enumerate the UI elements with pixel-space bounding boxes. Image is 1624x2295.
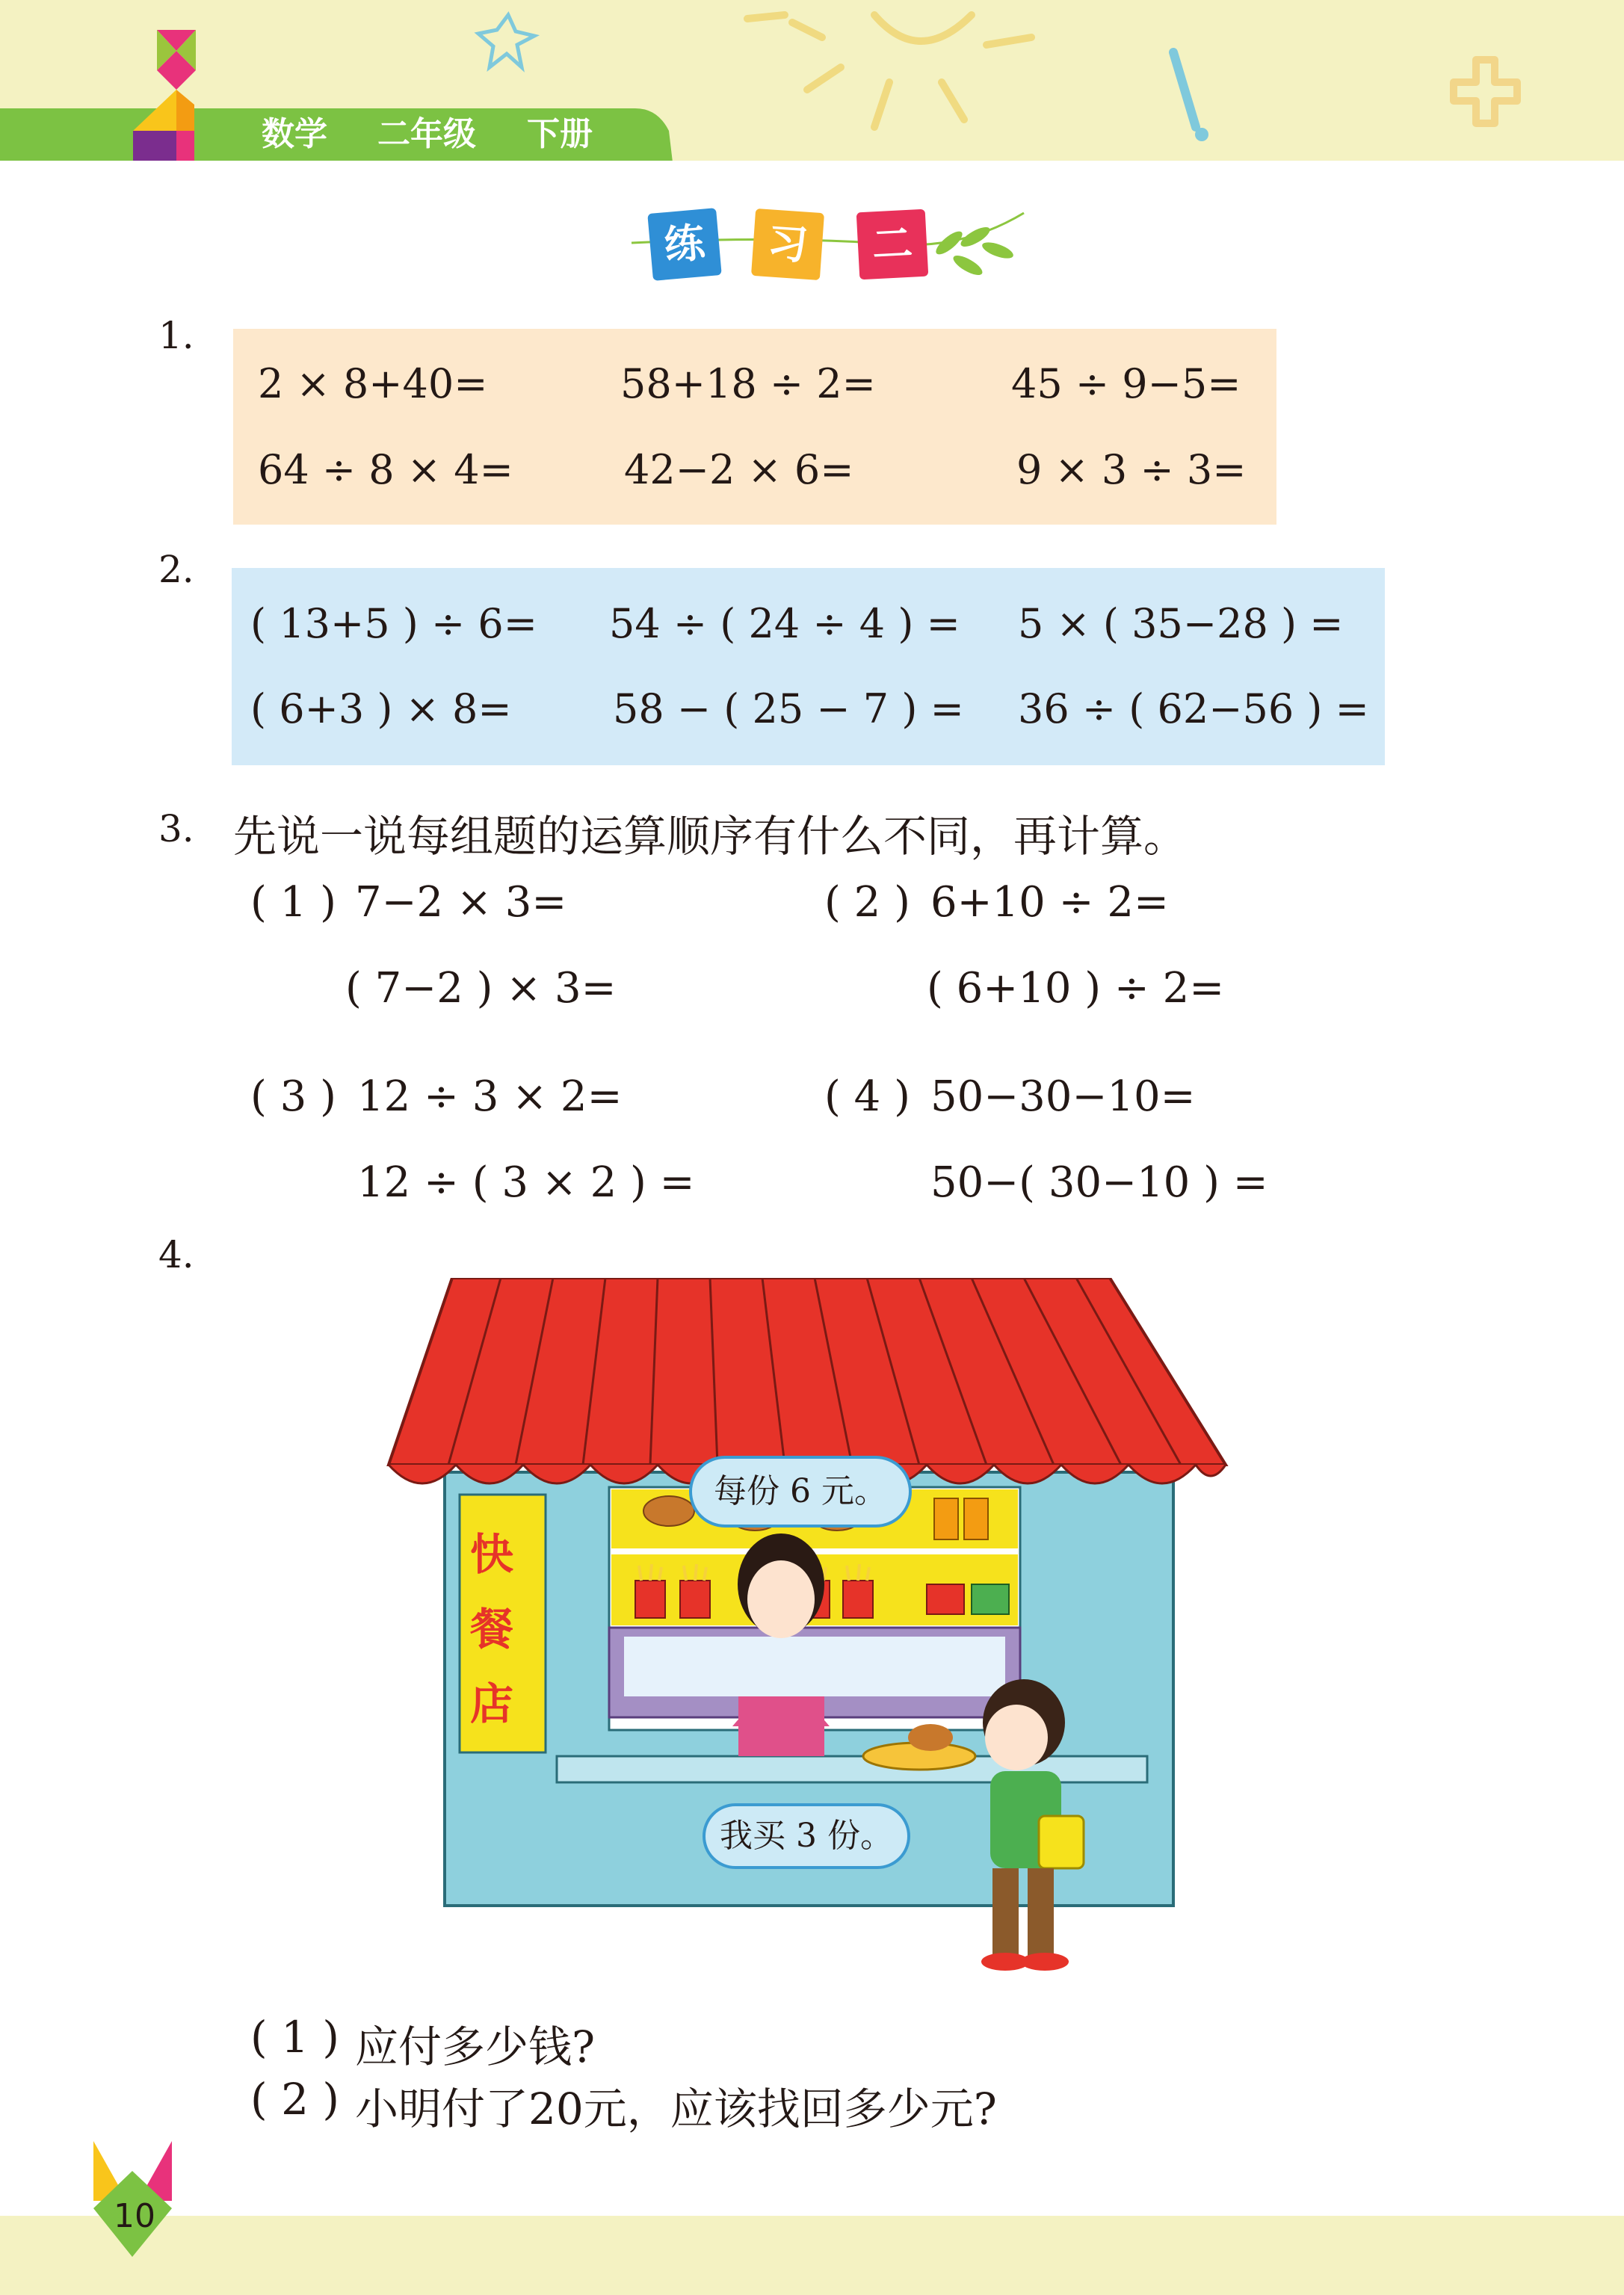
q1-expr: 42−2 × 6= [624,446,854,493]
q3-label: ( 3 ) [250,1072,336,1121]
q3-expr: 50−( 30−10 ) = [930,1158,1268,1207]
q3-expr: ( 7−2 ) × 3= [345,964,617,1013]
shop-sign-char: 店 [469,1678,513,1729]
title-char-3: 二 [856,209,929,280]
header-volume: 下册 [527,115,593,153]
q4-sub-question: 应付多少钱? [355,2021,596,2072]
q1-expr: 9 × 3 ÷ 3= [1016,446,1247,493]
q3-label: ( 1 ) [250,878,336,927]
header-decoration [0,0,1624,161]
page-number: 10 [114,2197,155,2235]
title-char-1: 练 [647,208,721,281]
q3-expr: 50−30−10= [930,1072,1196,1121]
q3-expr: 12 ÷ 3 × 2= [357,1072,623,1121]
clerk-speech-bubble: 每份 6 元。 [689,1456,912,1528]
title-char-2: 习 [751,209,824,280]
question-2-number: 2. [158,548,194,591]
q2-expr: 36 ÷ ( 62−56 ) = [1018,685,1369,732]
question-3-prompt: 先说一说每组题的运算顺序有什么不同，再计算。 [233,811,1188,862]
q3-label: ( 2 ) [824,878,910,927]
q1-expr: 2 × 8+40= [258,360,488,407]
q2-expr: 58 − ( 25 − 7 ) = [613,685,964,732]
question-1-box [233,329,1276,525]
q4-sub-label: ( 2 ) [250,2074,340,2125]
question-3-number: 3. [158,807,194,850]
q3-label: ( 4 ) [824,1072,910,1121]
q1-expr: 58+18 ÷ 2= [620,360,876,407]
q4-sub-question: 小明付了20元，应该找回多少元? [355,2084,997,2134]
q3-expr: 7−2 × 3= [355,878,567,927]
q2-expr: ( 13+5 ) ÷ 6= [250,600,537,647]
q2-expr: 5 × ( 35−28 ) = [1018,600,1344,647]
question-2-box [232,568,1385,765]
q1-expr: 45 ÷ 9−5= [1011,360,1241,407]
question-1-number: 1. [158,314,194,357]
boy-speech-bubble: 我买 3 份。 [703,1803,910,1869]
shop-sign [469,1517,514,1741]
q3-expr: 6+10 ÷ 2= [930,878,1169,927]
q3-expr: 12 ÷ ( 3 × 2 ) = [357,1158,695,1207]
shop-sign-char: 餐 [469,1604,513,1655]
q1-expr: 64 ÷ 8 × 4= [258,446,513,493]
q4-sub-label: ( 1 ) [250,2012,340,2063]
question-4-number: 4. [158,1233,194,1276]
header-grade: 二年级 [377,115,476,153]
q2-expr: 54 ÷ ( 24 ÷ 4 ) = [609,600,960,647]
shop-sign-char: 快 [469,1529,513,1580]
q2-expr: ( 6+3 ) × 8= [250,685,512,732]
footer-band [0,2216,1624,2295]
header-subject: 数学 [262,115,327,153]
q3-expr: ( 6+10 ) ÷ 2= [927,964,1225,1013]
